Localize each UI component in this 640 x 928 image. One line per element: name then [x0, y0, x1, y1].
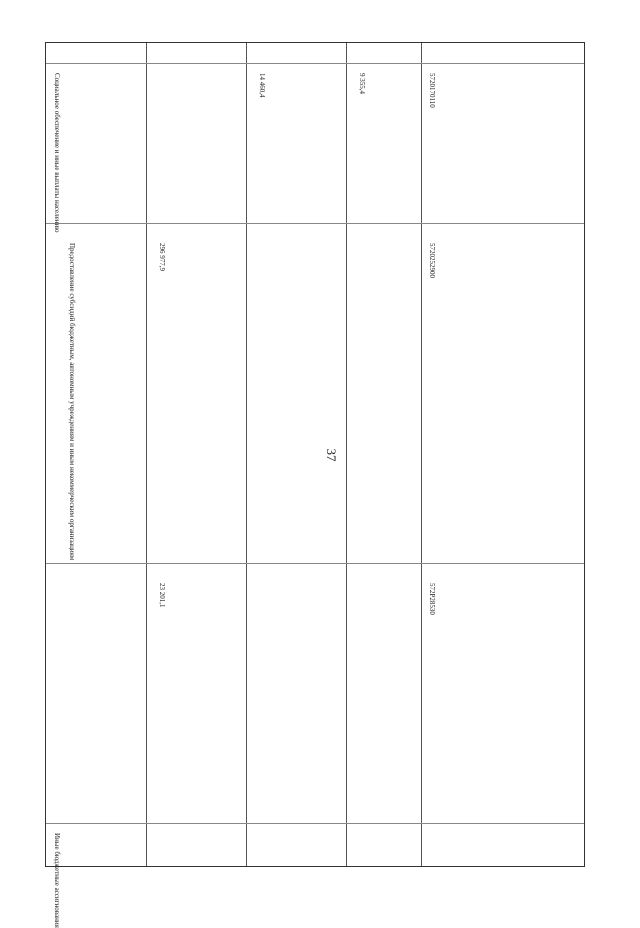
column-divider [246, 43, 247, 866]
label-other: Иные бюджетные ассигнования [53, 833, 61, 928]
column-divider [146, 43, 147, 866]
table [45, 42, 585, 928]
code-1: 5720170110 [428, 73, 436, 108]
page-number: 37 [324, 448, 339, 462]
value-1: 9 355,4 [358, 73, 366, 94]
value-2: 14 460,4 [258, 73, 266, 98]
label-social: Социальное обеспечение и иные выплаты населению [53, 73, 61, 233]
row-divider [46, 823, 584, 824]
row-divider [46, 223, 584, 224]
row-divider [46, 63, 584, 64]
row-divider [46, 563, 584, 564]
value-4: 23 201,1 [158, 583, 166, 608]
column-divider [421, 43, 422, 866]
value-3: 296 977,9 [158, 243, 166, 271]
code-3: 572P28530 [428, 583, 436, 615]
column-divider [346, 43, 347, 866]
label-subsidy: Предоставление субсидий бюджетным, автономным учреждениям и иным некоммерческим организациям [68, 243, 76, 561]
code-2: 5720252900 [428, 243, 436, 278]
